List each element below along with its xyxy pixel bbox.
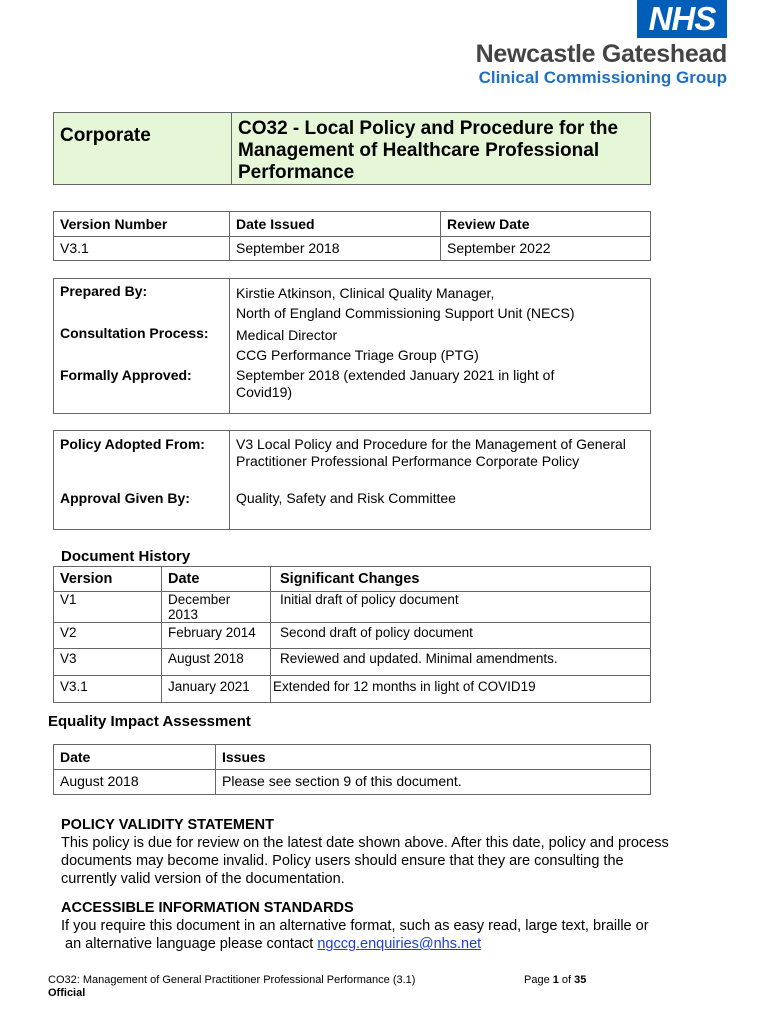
equality-table <box>53 744 651 795</box>
adopted-from-label: Policy Adopted From: <box>54 431 230 487</box>
page-number: 1 <box>552 974 559 986</box>
org-subtitle: Clinical Commissioning Group <box>478 68 727 87</box>
consultation-value <box>230 323 651 365</box>
adoption-table <box>53 430 651 530</box>
history-version: V2 <box>54 623 162 649</box>
history-version: V3.1 <box>54 676 162 703</box>
contact-email-link[interactable]: ngccg.enquiries@nhs.net <box>317 936 482 952</box>
validity-text: This policy is due for review on the latest date shown above. After this date, policy and process documents may become invalid. Policy users should ensure that they are consulting the currently valid version of the documentation. <box>61 835 669 887</box>
equality-heading: Equality Impact Assessment <box>48 713 251 730</box>
history-heading: Document History <box>61 548 191 565</box>
history-changes: Second draft of policy document <box>271 623 651 649</box>
nhs-logo: NHS <box>637 0 727 38</box>
history-date: August 2018 <box>162 649 271 676</box>
date-issued-header: Date Issued <box>230 212 441 237</box>
review-date-value: September 2022 <box>441 237 651 261</box>
accessible-line1: If you require this document in an alternative format, such as easy read, large text, braille or <box>61 918 649 934</box>
prepared-by-line1: Kirstie Atkinson, Clinical Quality Manager, <box>236 285 495 301</box>
equality-header-date: Date <box>54 745 216 770</box>
consultation-label: Consultation Process: <box>54 323 230 365</box>
policy-title: CO32 - Local Policy and Procedure for the Management of Healthcare Professional Performance <box>232 113 651 185</box>
accessible-line2-text: an alternative language please contact <box>65 936 318 952</box>
page-total: 35 <box>574 974 587 986</box>
approved-label: Formally Approved: <box>54 365 230 414</box>
prepared-by-line2: North of England Commissioning Support Unit (NECS) <box>236 305 575 321</box>
review-date-header: Review Date <box>441 212 651 237</box>
history-version: V1 <box>54 592 162 623</box>
preparation-table <box>53 278 651 414</box>
version-value: V3.1 <box>54 237 230 261</box>
title-table <box>53 112 651 185</box>
equality-header-issues: Issues <box>216 745 651 770</box>
equality-date: August 2018 <box>54 770 216 795</box>
history-changes: Initial draft of policy document <box>271 592 651 623</box>
footer-classification: Official <box>48 987 86 999</box>
table-row <box>54 592 651 623</box>
org-name: Newcastle Gateshead <box>475 40 727 68</box>
table-row <box>54 623 651 649</box>
consultation-line2: CCG Performance Triage Group (PTG) <box>236 347 479 363</box>
history-date: February 2014 <box>162 623 271 649</box>
history-changes: Extended for 12 months in light of COVID19 <box>271 676 651 703</box>
history-table <box>53 566 651 703</box>
approval-label: Approval Given By: <box>54 486 230 530</box>
version-table <box>53 211 651 261</box>
page-prefix: Page <box>524 974 553 986</box>
footer-page <box>524 974 586 986</box>
table-row <box>54 676 651 703</box>
validity-heading: POLICY VALIDITY STATEMENT <box>61 817 274 833</box>
page-of: of <box>558 974 575 986</box>
history-date: January 2021 <box>162 676 271 703</box>
table-row <box>54 649 651 676</box>
equality-issues: Please see section 9 of this document. <box>216 770 651 795</box>
consultation-line1: Medical Director <box>236 327 338 343</box>
history-date: December 2013 <box>162 592 271 623</box>
prepared-by-label: Prepared By: <box>54 279 230 324</box>
history-header-version: Version <box>54 567 162 592</box>
accessible-section <box>61 899 711 953</box>
history-header-changes: Significant Changes <box>271 567 651 592</box>
history-changes: Reviewed and updated. Minimal amendments. <box>271 649 651 676</box>
validity-section <box>61 816 671 888</box>
footer-doc: CO32: Management of General Practitioner Professional Performance (3.1) <box>48 974 416 986</box>
approval-value: Quality, Safety and Risk Committee <box>230 486 651 530</box>
adopted-from-value: V3 Local Policy and Procedure for the Management of General Practitioner Professional Performance Corporate Policy <box>230 431 651 487</box>
history-header-date: Date <box>162 567 271 592</box>
accessible-heading: ACCESSIBLE INFORMATION STANDARDS <box>61 900 354 916</box>
date-issued-value: September 2018 <box>230 237 441 261</box>
category-cell: Corporate <box>54 113 232 185</box>
version-header: Version Number <box>54 212 230 237</box>
history-version: V3 <box>54 649 162 676</box>
approved-value: September 2018 (extended January 2021 in light of Covid19) <box>230 365 651 414</box>
accessible-line2 <box>61 935 711 953</box>
prepared-by-value <box>230 279 651 324</box>
